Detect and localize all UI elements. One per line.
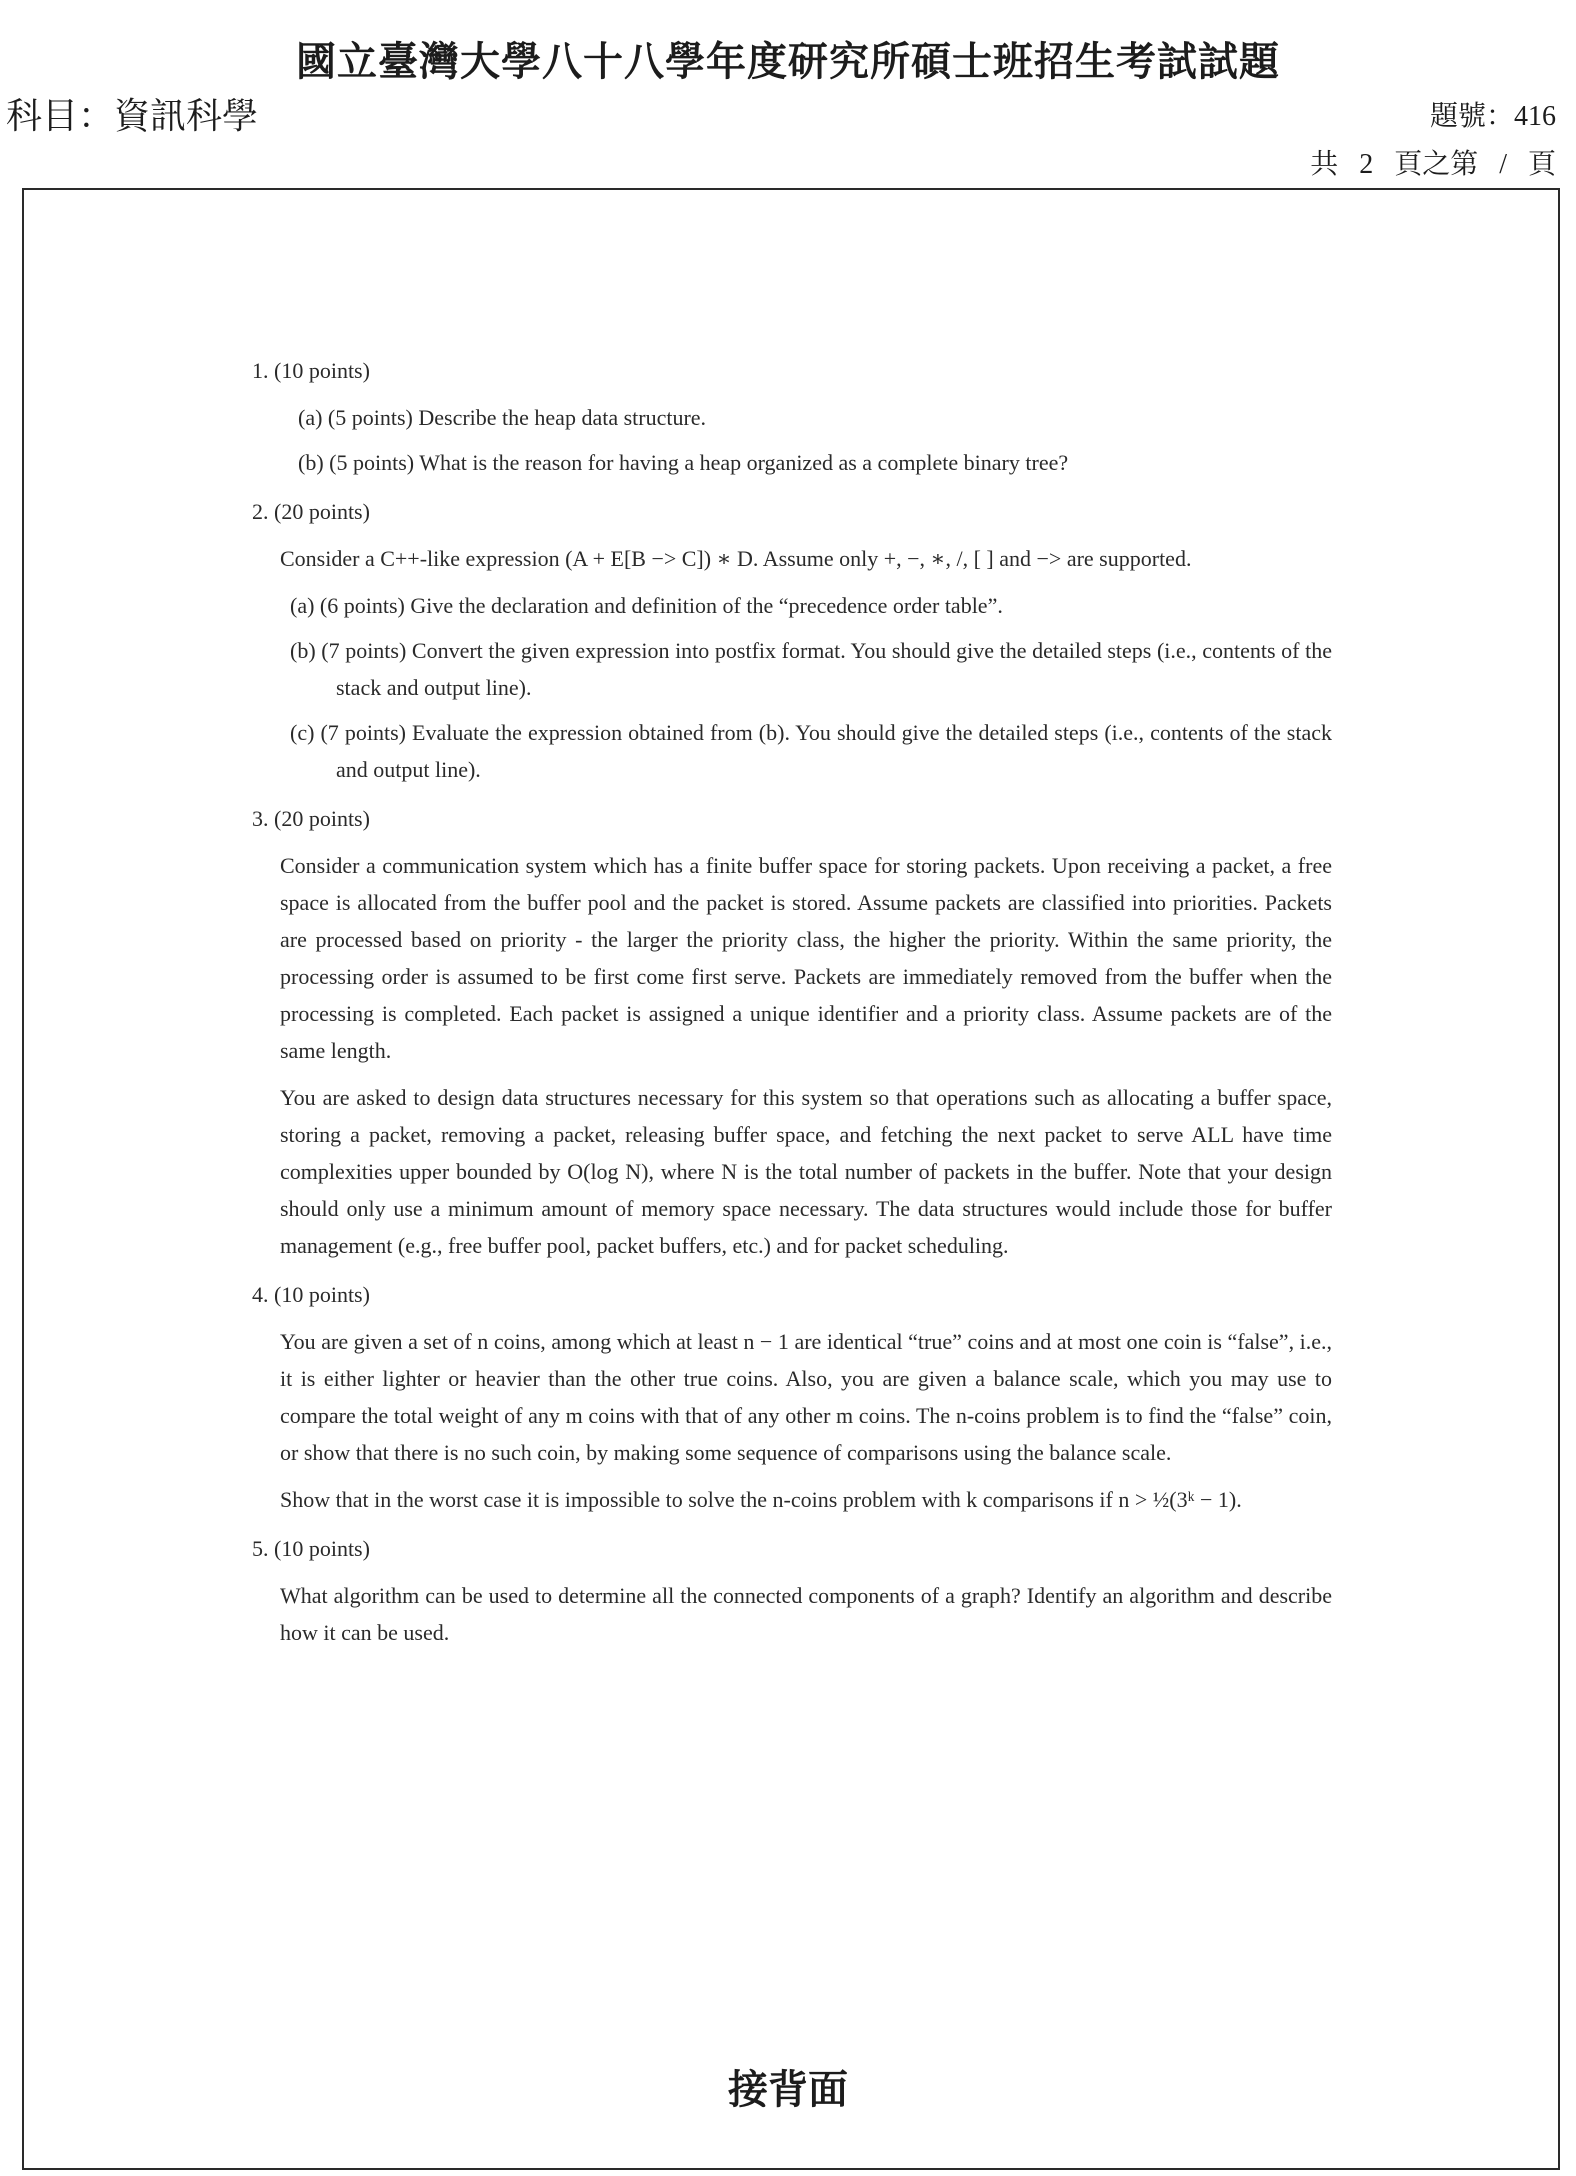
question-4-paragraph-1: You are given a set of n coins, among which at least n − 1 are identical “true” coins and at most one coin is “false”, i.e., it is either lighter or heavier than the other true coins. Also, you are given a balance scale, which you may use to compare the total weight of any m coins with that of any other m coins. The n-coins problem is to find the “false” coin, or show that there is no such coin, by making some sequence of comparisons using the balance scale.	[280, 1329, 1332, 1465]
question-4-paragraph-2: Show that in the worst case it is impossible to solve the n-coins problem with k comparisons if n > ½(3ᵏ − 1).	[280, 1487, 1242, 1512]
exam-title: 國立臺灣大學八十八學年度研究所碩士班招生考試試題	[296, 39, 1280, 84]
page-info: 共 2 頁之第 / 頁	[1310, 149, 1556, 180]
question-1-head: 1. (10 points)	[252, 358, 370, 383]
question-2-part-c: (c) (7 points) Evaluate the expression obtained from (b). You should give the detailed steps (i.e., contents of the stack and output line).	[290, 720, 1332, 782]
subject-label: 科目：資訊科學	[6, 96, 259, 137]
question-1-part-a: (a) (5 points) Describe the heap data structure.	[298, 405, 707, 430]
question-5-head: 5. (10 points)	[252, 1536, 370, 1561]
question-2-part-b: (b) (7 points) Convert the given expression into postfix format. You should give the detailed steps (i.e., contents of the stack and output line).	[290, 638, 1332, 700]
question-3-paragraph-2: You are asked to design data structures necessary for this system so that operations such as allocating a buffer space, storing a packet, removing a packet, releasing buffer space, and fetching the next packet to serve ALL have time complexities upper bounded by O(log N), where N is the total number of packets in the buffer. Note that your design should only use a minimum amount of memory space necessary. The data structures would include those for buffer management (e.g., free buffer pool, packet buffers, etc.) and for packet scheduling.	[280, 1085, 1332, 1258]
question-5	[252, 1530, 1332, 1651]
question-number: 題號：416	[1429, 101, 1556, 132]
question-1	[252, 352, 1332, 481]
question-2	[252, 493, 1332, 788]
question-2-part-a: (a) (6 points) Give the declaration and definition of the “precedence order table”.	[290, 593, 1003, 618]
question-3-paragraph-1: Consider a communication system which has a finite buffer space for storing packets. Upon receiving a packet, a free space is allocated from the buffer pool and the packet is stored. Assume packets are classified into priorities. Packets are processed based on priority - the larger the priority class, the higher the priority. Within the same priority, the processing order is assumed to be first come first serve. Packets are immediately removed from the buffer when the processing is completed. Each packet is assigned a unique identifier and a priority class. Assume packets are of the same length.	[280, 853, 1332, 1063]
question-2-head: 2. (20 points)	[252, 499, 370, 524]
question-5-paragraph: What algorithm can be used to determine all the connected components of a graph? Identify an algorithm and describe how it can be used.	[280, 1583, 1332, 1645]
question-3-head: 3. (20 points)	[252, 806, 370, 831]
question-4-head: 4. (10 points)	[252, 1282, 370, 1307]
question-3	[252, 800, 1332, 1264]
question-1-part-b: (b) (5 points) What is the reason for having a heap organized as a complete binary tree?	[298, 450, 1069, 475]
question-4	[252, 1276, 1332, 1518]
question-2-paragraph: Consider a C++-like expression (A + E[B −> C]) ∗ D. Assume only +, −, ∗, /, [ ] and −> are supported.	[280, 546, 1192, 571]
questions-container	[252, 352, 1332, 1663]
continue-on-back-note: 接背面	[728, 2066, 848, 2113]
